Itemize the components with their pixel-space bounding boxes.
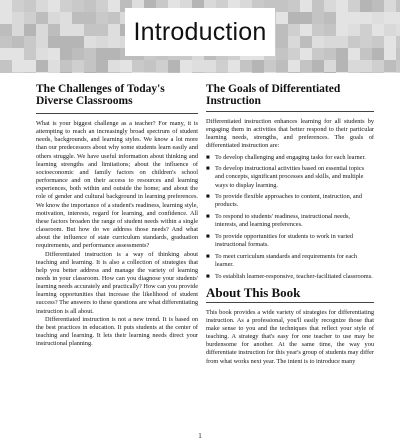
mosaic-tile <box>300 72 312 73</box>
mosaic-tile <box>24 0 36 12</box>
mosaic-tile <box>336 60 348 72</box>
mosaic-tile <box>360 60 372 72</box>
mosaic-tile <box>60 0 72 12</box>
mosaic-tile <box>324 72 336 73</box>
mosaic-tile <box>12 24 24 36</box>
mosaic-tile <box>336 12 348 24</box>
mosaic-tile <box>84 60 96 72</box>
mosaic-tile <box>0 48 12 60</box>
mosaic-tile <box>24 60 36 72</box>
mosaic-tile <box>156 60 168 72</box>
mosaic-tile <box>348 0 360 12</box>
mosaic-tile <box>348 60 360 72</box>
mosaic-tile <box>288 48 300 60</box>
left-heading-rule <box>36 113 198 114</box>
mosaic-tile <box>108 12 120 24</box>
bullet-icon: ■ <box>206 252 210 260</box>
right-column <box>206 83 374 366</box>
mosaic-tile <box>348 12 360 24</box>
mosaic-tile <box>312 48 324 60</box>
mosaic-tile <box>348 72 360 73</box>
mosaic-tile <box>300 0 312 12</box>
mosaic-tile <box>144 60 156 72</box>
mosaic-tile <box>372 48 384 60</box>
page-header <box>0 0 400 73</box>
mosaic-tile <box>324 12 336 24</box>
mosaic-tile <box>36 12 48 24</box>
mosaic-tile <box>336 24 348 36</box>
left-heading: The Challenges of Today's Diverse Classrooms <box>36 83 165 107</box>
mosaic-tile <box>96 72 108 73</box>
right-heading: The Goals of Differentiated Instruction <box>206 83 341 107</box>
goal-item <box>206 213 374 229</box>
goals-list <box>206 154 374 281</box>
mosaic-tile <box>276 48 288 60</box>
goal-text: To develop challenging and engaging tasks for each learner. <box>215 153 366 161</box>
mosaic-tile <box>336 0 348 12</box>
mosaic-tile <box>228 72 240 73</box>
left-paragraph-2: Differentiated instruction is a way of thinking about teaching and learning. It is also a collection of strategies that help you better address and manage the variety of learning needs in your classroom. How can you diagnose your students' learning needs accurately and practically? How can you provide learning opportunities that increase the likelihood of student success? The answers to these questions are what differentiating instruction is all about. <box>36 250 198 315</box>
goal-item <box>206 233 374 249</box>
mosaic-tile <box>240 60 252 72</box>
mosaic-tile <box>324 0 336 12</box>
mosaic-tile <box>0 0 12 12</box>
mosaic-tile <box>36 60 48 72</box>
mosaic-tile <box>336 48 348 60</box>
mosaic-tile <box>120 72 132 73</box>
mosaic-tile <box>324 36 336 48</box>
goal-text: To provide flexible approaches to content, instruction, and products. <box>215 193 362 209</box>
mosaic-tile <box>24 12 36 24</box>
mosaic-tile <box>24 72 36 73</box>
about-heading: About This Book <box>206 284 301 300</box>
mosaic-tile <box>288 72 300 73</box>
mosaic-tile <box>12 48 24 60</box>
mosaic-tile <box>72 24 84 36</box>
mosaic-tile <box>312 36 324 48</box>
mosaic-tile <box>372 60 384 72</box>
mosaic-tile <box>264 72 276 73</box>
mosaic-tile <box>0 60 12 72</box>
mosaic-tile <box>156 72 168 73</box>
mosaic-tile <box>48 36 60 48</box>
mosaic-tile <box>348 36 360 48</box>
mosaic-tile <box>132 60 144 72</box>
mosaic-tile <box>36 36 48 48</box>
mosaic-tile <box>276 60 288 72</box>
mosaic-tile <box>384 60 396 72</box>
mosaic-tile <box>96 36 108 48</box>
mosaic-tile <box>180 60 192 72</box>
mosaic-tile <box>168 72 180 73</box>
mosaic-tile <box>288 12 300 24</box>
goals-intro: Differentiated instruction enhances learning for all students by engaging them in activities that better respond to their particular learning needs, strengths, and preferences. The goals of differentiated instruction are: <box>206 118 374 150</box>
mosaic-tile <box>216 72 228 73</box>
mosaic-tile <box>276 72 288 73</box>
mosaic-tile <box>84 72 96 73</box>
mosaic-tile <box>24 36 36 48</box>
mosaic-tile <box>384 0 396 12</box>
mosaic-tile <box>48 48 60 60</box>
mosaic-tile <box>384 24 396 36</box>
mosaic-tile <box>396 36 400 48</box>
right-heading-rule <box>206 111 374 112</box>
mosaic-tile <box>96 48 108 60</box>
mosaic-tile <box>12 60 24 72</box>
mosaic-tile <box>48 0 60 12</box>
mosaic-tile <box>384 48 396 60</box>
mosaic-tile <box>84 24 96 36</box>
about-heading-rule <box>206 302 374 303</box>
mosaic-tile <box>132 72 144 73</box>
mosaic-tile <box>96 60 108 72</box>
mosaic-tile <box>108 48 120 60</box>
mosaic-tile <box>288 60 300 72</box>
goal-text: To establish learner-responsive, teacher-facilitated classrooms. <box>215 272 373 280</box>
left-paragraph-3: Differentiated instruction is not a new trend. It is based on the best practices in education. It puts students at the center of teaching and learning. It lets their learning needs direct your instructional planning. <box>36 315 198 348</box>
mosaic-tile <box>360 12 372 24</box>
goal-text: To respond to students' readiness, instructional needs, interests, and learning preferences. <box>215 213 351 229</box>
mosaic-tile <box>36 24 48 36</box>
mosaic-tile <box>360 72 372 73</box>
mosaic-tile <box>108 24 120 36</box>
mosaic-tile <box>204 60 216 72</box>
mosaic-tile <box>396 48 400 60</box>
mosaic-tile <box>252 60 264 72</box>
about-paragraph: This book provides a wide variety of strategies for differentiating instruction. As a professional, you'll easily recognize those that make sense to you and the techniques that reflect your style of teaching. A strategy that's easy for one teacher to use may be burdensome for another. At the same time, the way you differentiate instruction for this year's group of students may differ from what works next year. The intent is to introduce many <box>206 308 374 365</box>
mosaic-tile <box>372 0 384 12</box>
mosaic-tile <box>60 24 72 36</box>
mosaic-tile <box>72 0 84 12</box>
mosaic-tile <box>60 12 72 24</box>
mosaic-tile <box>312 12 324 24</box>
mosaic-tile <box>96 0 108 12</box>
mosaic-tile <box>300 60 312 72</box>
mosaic-tile <box>192 60 204 72</box>
mosaic-tile <box>300 24 312 36</box>
mosaic-tile <box>60 60 72 72</box>
mosaic-tile <box>300 48 312 60</box>
left-paragraph-1: What is your biggest challenge as a teacher? For many, it is attempting to reach an increasingly broad spectrum of student needs, backgrounds, and learning styles. We know a lot more than our predecessors about why some students learn easily and others struggle. We have useful information about thinking and learning strengths and limitations; about the influence of socioeconomic and family factors on children's school performance and on their access to resources and learning experiences, both within and outside the home; and about the role of gender and cultural background in learning preferences. We know the importance of a student's readiness, learning style, motivation, interests, regard for learning, and confidence. All these factors broaden the range of student needs within a single classroom. But how do we address those needs? And what about the influence of state curriculum standards, graduation requirements, and performance assessments? <box>36 120 198 250</box>
mosaic-tile <box>312 24 324 36</box>
mosaic-tile <box>108 72 120 73</box>
mosaic-tile <box>276 24 288 36</box>
mosaic-tile <box>312 60 324 72</box>
mosaic-tile <box>84 0 96 12</box>
mosaic-tile <box>204 72 216 73</box>
mosaic-tile <box>276 12 288 24</box>
goal-item <box>206 253 374 269</box>
mosaic-tile <box>36 72 48 73</box>
mosaic-tile <box>384 72 396 73</box>
mosaic-tile <box>36 48 48 60</box>
mosaic-tile <box>288 36 300 48</box>
mosaic-tile <box>336 36 348 48</box>
mosaic-tile <box>60 36 72 48</box>
bullet-icon: ■ <box>206 165 210 173</box>
mosaic-tile <box>72 48 84 60</box>
mosaic-tile <box>144 72 156 73</box>
mosaic-tile <box>372 24 384 36</box>
mosaic-tile <box>84 36 96 48</box>
mosaic-tile <box>252 72 264 73</box>
mosaic-tile <box>60 48 72 60</box>
title-box <box>125 8 275 56</box>
mosaic-tile <box>84 12 96 24</box>
mosaic-tile <box>372 12 384 24</box>
mosaic-tile <box>168 60 180 72</box>
mosaic-tile <box>108 60 120 72</box>
mosaic-tile <box>372 36 384 48</box>
goal-text: To meet curriculum standards and requirements for each learner. <box>215 252 358 268</box>
mosaic-tile <box>312 72 324 73</box>
mosaic-tile <box>264 60 276 72</box>
mosaic-tile <box>360 48 372 60</box>
mosaic-tile <box>360 24 372 36</box>
goal-text: To provide opportunities for students to work in varied instructional formats. <box>215 232 354 249</box>
mosaic-tile <box>96 24 108 36</box>
mosaic-tile <box>276 0 288 12</box>
mosaic-tile <box>324 24 336 36</box>
mosaic-tile <box>0 24 12 36</box>
mosaic-tile <box>228 60 240 72</box>
mosaic-tile <box>72 12 84 24</box>
mosaic-tile <box>12 36 24 48</box>
mosaic-tile <box>120 60 132 72</box>
mosaic-tile <box>360 36 372 48</box>
mosaic-tile <box>12 72 24 73</box>
mosaic-tile <box>84 48 96 60</box>
goal-item <box>206 193 374 209</box>
bullet-icon: ■ <box>206 272 210 280</box>
mosaic-tile <box>72 36 84 48</box>
mosaic-tile <box>348 24 360 36</box>
mosaic-tile <box>24 24 36 36</box>
mosaic-tile <box>12 0 24 12</box>
page-number: 1 <box>198 432 202 440</box>
mosaic-tile <box>396 12 400 24</box>
mosaic-tile <box>300 12 312 24</box>
mosaic-tile <box>348 48 360 60</box>
mosaic-tile <box>96 12 108 24</box>
mosaic-tile <box>60 72 72 73</box>
mosaic-tile <box>372 72 384 73</box>
mosaic-tile <box>192 72 204 73</box>
mosaic-tile <box>0 12 12 24</box>
bullet-icon: ■ <box>206 213 210 221</box>
mosaic-tile <box>216 60 228 72</box>
goal-text: To develop instructional activities based on essential topics and concepts, significant processes and skills, and multiple ways to display learning. <box>215 165 365 189</box>
mosaic-tile <box>324 60 336 72</box>
mosaic-tile <box>276 36 288 48</box>
page-title: Introduction <box>133 17 267 46</box>
goal-item <box>206 273 374 281</box>
mosaic-tile <box>384 12 396 24</box>
mosaic-tile <box>48 60 60 72</box>
mosaic-tile <box>336 72 348 73</box>
mosaic-tile <box>108 0 120 12</box>
mosaic-tile <box>300 36 312 48</box>
mosaic-tile <box>396 60 400 72</box>
mosaic-tile <box>396 72 400 73</box>
mosaic-tile <box>48 72 60 73</box>
mosaic-tile <box>0 72 12 73</box>
mosaic-tile <box>24 48 36 60</box>
mosaic-tile <box>360 0 372 12</box>
left-column <box>36 83 198 348</box>
mosaic-tile <box>72 60 84 72</box>
mosaic-tile <box>12 12 24 24</box>
mosaic-tile <box>72 72 84 73</box>
mosaic-tile <box>384 36 396 48</box>
bullet-icon: ■ <box>206 232 210 240</box>
mosaic-tile <box>396 24 400 36</box>
mosaic-tile <box>48 12 60 24</box>
mosaic-tile <box>288 24 300 36</box>
bullet-icon: ■ <box>206 153 210 161</box>
mosaic-tile <box>0 36 12 48</box>
mosaic-tile <box>324 48 336 60</box>
mosaic-tile <box>288 0 300 12</box>
mosaic-tile <box>396 0 400 12</box>
bullet-icon: ■ <box>206 193 210 201</box>
mosaic-tile <box>36 0 48 12</box>
goal-item <box>206 154 374 162</box>
mosaic-tile <box>180 72 192 73</box>
goal-item <box>206 165 374 189</box>
mosaic-tile <box>108 36 120 48</box>
mosaic-tile <box>240 72 252 73</box>
mosaic-tile <box>48 24 60 36</box>
mosaic-tile <box>312 0 324 12</box>
